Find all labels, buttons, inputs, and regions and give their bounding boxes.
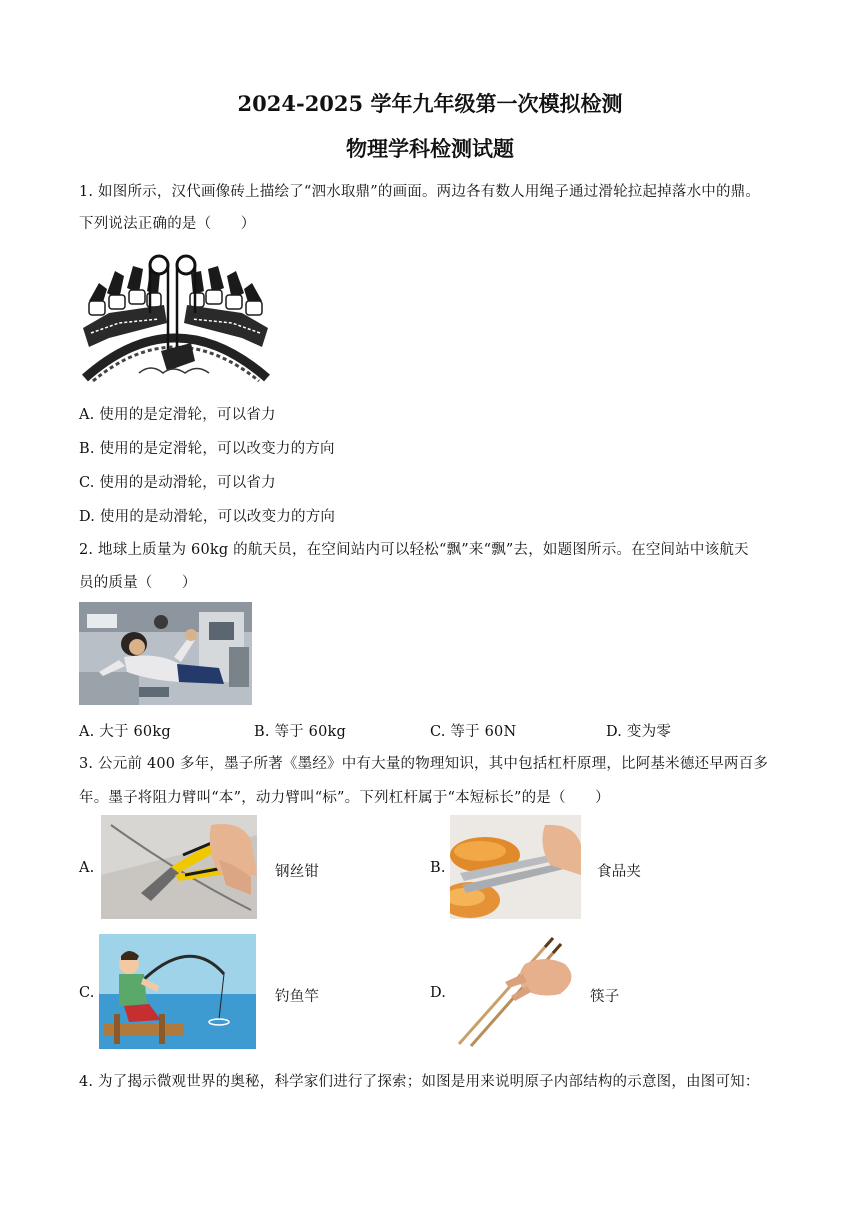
q2-stem-line1: 2. 地球上质量为 60kg 的航天员，在空间站内可以轻松“飘”来“飘”去，如题图所示。在空间站中该航天 — [79, 542, 749, 558]
q3-chopsticks-image — [455, 934, 585, 1049]
q2-astronaut-photo — [79, 602, 252, 705]
q1-option-b: B. 使用的是定滑轮，可以改变力的方向 — [79, 441, 335, 457]
q1-stem-line2: 下列说法正确的是（ ） — [79, 216, 256, 232]
q4-stem-line1: 4. 为了揭示微观世界的奥秘，科学家们进行了探索；如图是用来说明原子内部结构的示意图，由图可知： — [79, 1074, 760, 1090]
q2-option-d: D. 变为零 — [606, 724, 672, 740]
q3-option-c-label: 钓鱼竿 — [275, 989, 320, 1005]
q2-stem-line2: 员的质量（ ） — [79, 575, 197, 591]
q3-stem-line2: 年。墨子将阻力臂叫“本”，动力臂叫“标”。下列杠杆属于“本短标长”的是（ ） — [79, 790, 610, 806]
q1-pulley-brick-image — [79, 243, 272, 385]
page-title: 2024-2025 学年九年级第一次模拟检测 — [237, 91, 623, 116]
q3-option-b-letter: B. — [430, 860, 446, 876]
q1-option-d: D. 使用的是动滑轮，可以改变力的方向 — [79, 509, 336, 525]
q3-option-d-letter: D. — [430, 985, 447, 1001]
q1-stem-line1: 1. 如图所示，汉代画像砖上描绘了“泗水取鼎”的画面。两边各有数人用绳子通过滑轮拉起掉落水中的鼎。 — [79, 184, 761, 200]
q1-option-a: A. 使用的是定滑轮，可以省力 — [79, 407, 276, 423]
q2-option-c: C. 等于 60N — [430, 724, 517, 740]
q3-option-c-letter: C. — [79, 985, 95, 1001]
page-subtitle: 物理学科检测试题 — [346, 136, 514, 161]
q1-option-c: C. 使用的是动滑轮，可以省力 — [79, 475, 276, 491]
q3-option-a-letter: A. — [79, 860, 95, 876]
q3-stem-line1: 3. 公元前 400 多年，墨子所著《墨经》中有大量的物理知识，其中包括杠杆原理，比阿基米德还早两百多 — [79, 756, 769, 772]
q3-option-b-label: 食品夹 — [597, 864, 642, 880]
q3-fishing-rod-image — [99, 934, 256, 1049]
q2-option-a: A. 大于 60kg — [79, 724, 171, 740]
q2-option-b: B. 等于 60kg — [254, 724, 347, 740]
q3-food-tongs-image — [450, 815, 581, 919]
q3-pliers-image — [101, 815, 257, 919]
q3-option-d-label: 筷子 — [590, 989, 620, 1005]
q3-option-a-label: 钢丝钳 — [275, 864, 320, 880]
